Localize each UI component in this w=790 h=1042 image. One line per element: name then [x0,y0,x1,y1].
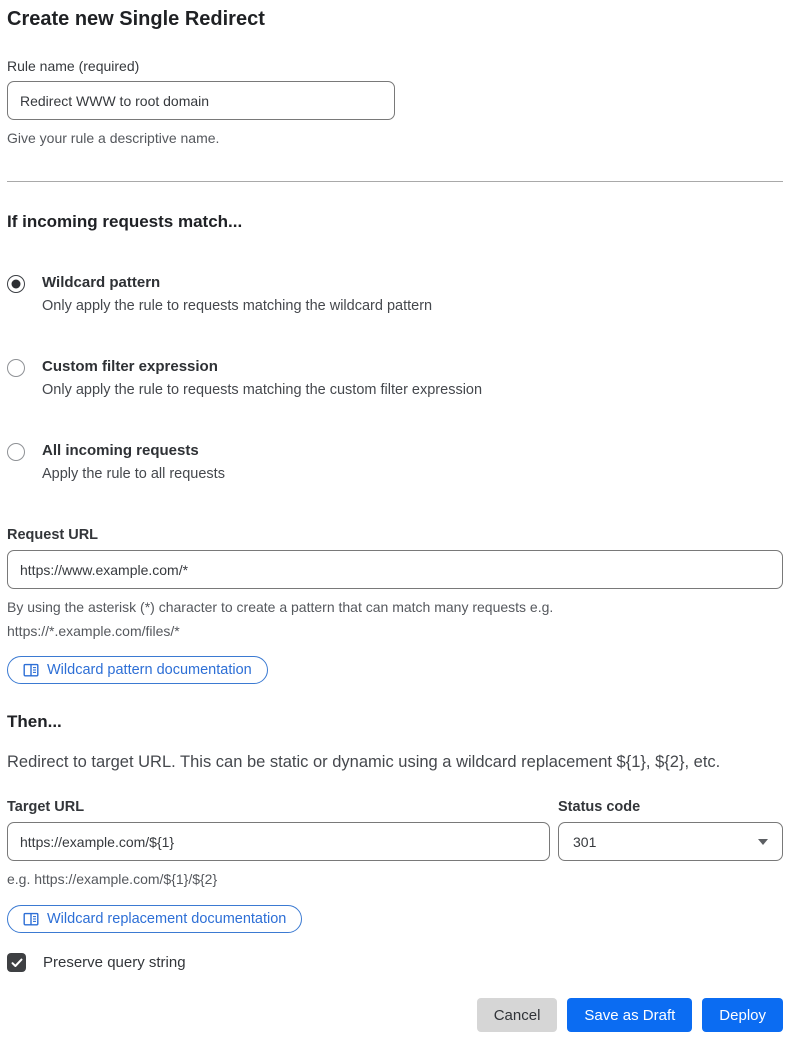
wildcard-pattern-docs-button[interactable] [7,656,268,684]
rule-name-label: Rule name (required) [7,58,140,74]
match-section-heading: If incoming requests match... [7,212,243,231]
radio-option-custom-filter-expression[interactable] [7,357,783,400]
radio-option-wildcard-pattern[interactable] [7,273,783,316]
wildcard-replacement-docs-button[interactable] [7,905,302,933]
radio-option-description: Only apply the rule to requests matching the custom filter expression [42,382,483,398]
page-title: Create new Single Redirect [7,8,265,30]
deploy-button[interactable]: Deploy [702,998,783,1032]
section-divider [7,181,783,182]
request-url-label: Request URL [7,527,99,543]
status-code-select[interactable] [558,822,783,861]
request-url-input[interactable] [7,550,783,589]
target-url-helper: e.g. https://example.com/${1}/${2} [7,871,218,887]
status-code-field [558,799,783,891]
chevron-down-icon [758,839,768,845]
rule-name-helper: Give your rule a descriptive name. [7,130,220,146]
save-as-draft-button[interactable]: Save as Draft [567,998,692,1032]
cancel-button[interactable]: Cancel [477,998,558,1032]
radio-button-icon[interactable] [7,443,25,461]
wildcard-replacement-docs-label: Wildcard replacement documentation [47,911,287,927]
radio-option-label: Custom filter expression [42,358,218,375]
radio-option-all-incoming-requests[interactable] [7,441,783,484]
radio-option-description: Apply the rule to all requests [42,466,225,482]
radio-option-label: Wildcard pattern [42,274,161,291]
radio-option-description: Only apply the rule to requests matching the wildcard pattern [42,298,433,314]
preserve-query-string-label: Preserve query string [43,954,186,971]
radio-option-label: All incoming requests [42,442,199,459]
rule-name-input[interactable] [7,81,395,120]
target-row [7,799,783,891]
radio-button-icon[interactable] [7,275,25,293]
status-code-label: Status code [558,799,641,815]
radio-button-icon[interactable] [7,359,25,377]
book-open-icon [23,663,39,678]
request-url-helper-line1: By using the asterisk (*) character to create a pattern that can match many requests e.g. [7,599,554,615]
footer-actions [7,998,783,1032]
book-open-icon [23,912,39,927]
preserve-query-string-checkbox-row[interactable] [7,953,783,972]
request-url-helper-line2: https://*.example.com/files/* [7,623,180,639]
status-code-value: 301 [573,833,597,850]
then-section-heading: Then... [7,712,62,731]
target-url-label: Target URL [7,799,85,815]
checkbox-checked-icon[interactable] [7,953,26,972]
target-url-input[interactable] [7,822,550,861]
target-url-field [7,799,550,891]
check-icon [11,958,23,968]
request-url-helper [7,595,783,643]
wildcard-pattern-docs-label: Wildcard pattern documentation [47,662,252,678]
then-section-description: Redirect to target URL. This can be static or dynamic using a wildcard replacement ${1}, ${2}, etc. [7,753,721,771]
